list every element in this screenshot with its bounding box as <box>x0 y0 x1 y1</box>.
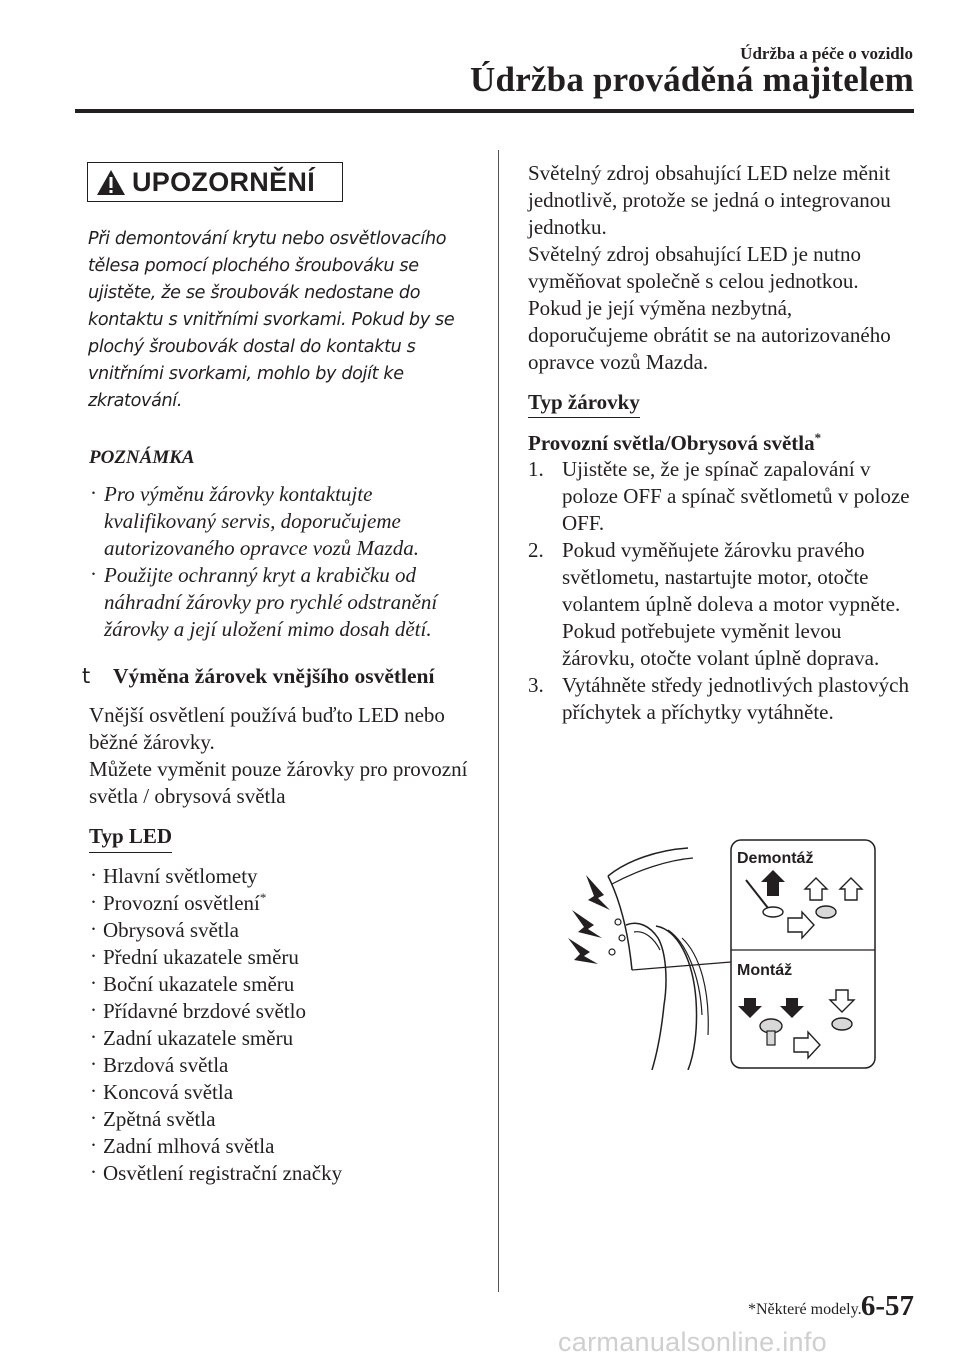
led-list <box>75 863 480 1187</box>
list-item: · Obrysová světla <box>75 917 480 944</box>
list-item: · Boční ukazatele směru <box>75 971 480 998</box>
warning-triangle-icon <box>96 169 126 196</box>
watermark: carmanualsonline.info <box>558 1327 827 1357</box>
list-item: · Koncová světla <box>75 1079 480 1106</box>
step-text: Pokud vyměňujete žárovku pravého světlometu, nastartujte motor, otočte volantem úplně doleva a motor vypněte. Pokud potřebujete vyměnit levou žárovku, otočte volant úplně doprava. <box>562 538 901 670</box>
clip-removal-illustration <box>568 830 878 1070</box>
note-item: · Použijte ochranný kryt a krabičku od náhradní žárovky pro rychlé odstranění žárovky a její uložení mimo dosah dětí. <box>75 562 480 643</box>
list-item: · Přední ukazatele směru <box>75 944 480 971</box>
note-title: POZNÁMKA <box>89 447 195 468</box>
bulb-heading: Typ žárovky <box>528 390 640 418</box>
list-item: · Zadní mlhová světla <box>75 1133 480 1160</box>
intro-paragraph-2: Můžete vyměnit pouze žárovky pro provozní světla / obrysová světla <box>89 757 468 808</box>
list-item: · Zadní ukazatele směru <box>75 1025 480 1052</box>
footnote-asterisk: * <box>259 890 267 905</box>
list-item: · Osvětlení registrační značky <box>75 1160 480 1187</box>
step-number: 2. <box>528 538 544 562</box>
install-label: Montáž <box>737 962 793 979</box>
footnote-asterisk: * <box>814 430 822 445</box>
column-divider <box>498 150 499 1292</box>
note-item: · Pro výměnu žárovky kontaktujte kvalifikovaný servis, doporučujeme autorizovaného opravce vozů Mazda. <box>75 481 480 562</box>
list-item: · Přídavné brzdové světlo <box>75 998 480 1025</box>
list-item: · Brzdová světla <box>75 1052 480 1079</box>
step-text: Vytáhněte středy jednotlivých plastových příchytek a příchytky vytáhněte. <box>562 673 910 724</box>
steps-list <box>528 456 913 726</box>
led-paragraph-1: Světelný zdroj obsahující LED nelze měnit jednotlivě, protože se jedná o integrovanou jednotku. <box>528 161 891 239</box>
bulb-heading-wrap <box>528 390 913 418</box>
list-item <box>75 890 480 917</box>
step-item <box>528 672 913 726</box>
page-title: Údržba prováděná majitelem <box>470 60 914 99</box>
page-number: 6-57 <box>860 1290 914 1322</box>
intro-paragraph-1: Vnější osvětlení používá buďto LED nebo běžné žárovky. <box>89 703 445 754</box>
list-item-text: Provozní osvětlení <box>103 891 260 915</box>
note-list <box>75 481 480 643</box>
list-item: · Hlavní světlomety <box>75 863 480 890</box>
subheading <box>528 431 913 456</box>
step-item <box>528 537 913 672</box>
header-subtitle: Údržba a péče o vozidlo <box>740 44 913 63</box>
warning-text: Při demontování krytu nebo osvětlovacího tělesa pomocí plochého šroubováku se ujistěte, že se šroubovák nedostane do kontaktu s vnitřními svorkami. Pokud by se plochý šroubovák dostal do kontaktu s vnitřními svorkami, mohlo by dojít ke zkratování. <box>88 229 455 411</box>
warning-title: UPOZORNĚNÍ <box>132 166 316 197</box>
list-item: · Zpětná světla <box>75 1106 480 1133</box>
step-number: 1. <box>528 457 544 481</box>
warning-box <box>87 162 343 202</box>
step-number: 3. <box>528 673 544 697</box>
section-title-text: Výměna žárovek vnějšího osvětlení <box>113 664 435 688</box>
left-column <box>75 162 480 1187</box>
footnote: *Některé modely. <box>748 1301 862 1318</box>
led-heading: Typ LED <box>89 823 172 853</box>
led-paragraph-2: Světelný zdroj obsahující LED je nutno vyměňovat společně s celou jednotkou. Pokud je její výměna nezbytná, doporučujeme obrátit se na autorizovaného opravce vozů Mazda. <box>528 242 891 374</box>
led-heading-wrap <box>75 823 480 853</box>
step-item <box>528 456 913 537</box>
step-text: Ujistěte se, že je spínač zapalování v poloze OFF a spínač světlometů v poloze OFF. <box>562 457 910 535</box>
removal-label: Demontáž <box>737 850 814 867</box>
header-rule <box>75 109 914 113</box>
section-title <box>75 664 480 689</box>
subheading-text: Provozní světla/Obrysová světla <box>528 431 815 455</box>
section-marker-icon: t <box>82 664 91 688</box>
right-column <box>528 160 913 726</box>
